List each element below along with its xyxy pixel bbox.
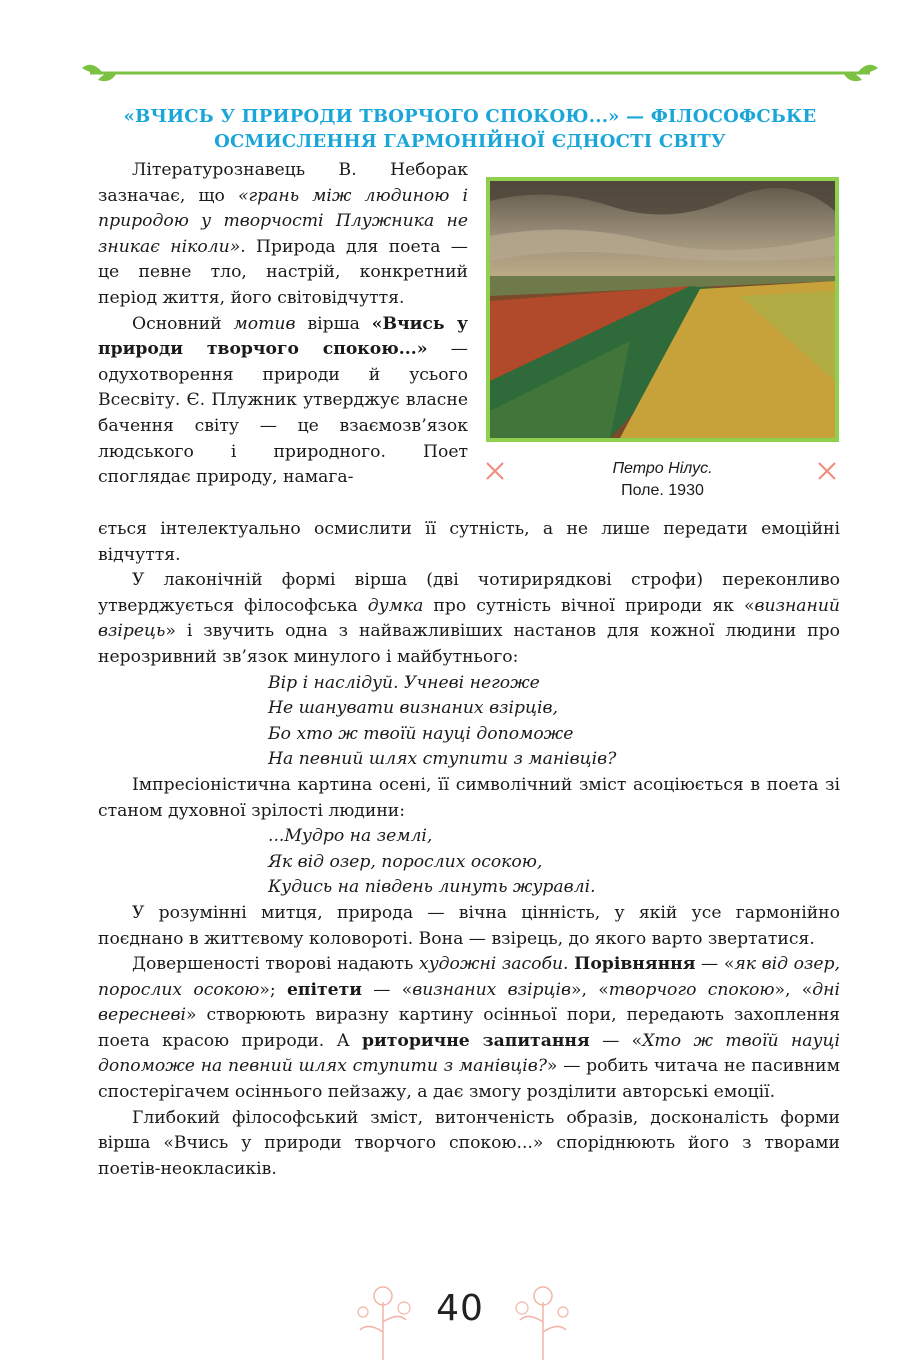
section-title-line1: «ВЧИСЬ У ПРИРОДИ ТВОРЧОГО СПОКОЮ...» — ФІЛОСОФСЬКЕ <box>123 106 817 127</box>
text: » — робить читача не пасивним спостерігачем осіннього пейзажу, а дає змогу розділити авторські емоції. <box>98 1056 841 1103</box>
poem-line: Вір і наслідуй. Учневі негоже <box>268 672 540 693</box>
term-bold: епітети <box>286 979 363 1000</box>
caption-author: Петро Нілус. <box>612 460 713 477</box>
text: Літературознавець В. Неборак зазначає, що <box>98 160 468 206</box>
painting-field <box>486 177 839 442</box>
term: художні засоби <box>419 954 564 975</box>
text: Довершеності творові надають <box>132 954 419 975</box>
poem-stanza-1 <box>98 671 840 773</box>
poem-line: Бо хто ж твоїй науці допоможе <box>268 723 574 744</box>
text: . <box>563 954 575 975</box>
text: вірша <box>295 313 372 334</box>
text: »; <box>259 979 287 1000</box>
paragraph-impression: Імпресіоністична картина осені, її символічний зміст асоціюється в поета зі станом духовної зрілості людини: <box>98 774 840 821</box>
paragraph-nature: У розумінні митця, природа — вічна цінність, у якій усе гармонійно поєднано в життєвому коловороті. Вона — взірець, до якого варто звертатися. <box>98 902 840 949</box>
poem-line: ...Мудро на землі, <box>268 826 433 847</box>
paragraph-motif-continued <box>98 517 840 568</box>
paragraph-motif <box>98 312 468 491</box>
quote: Хто ж твоїй науці допоможе на певний шлях ступити з манівців? <box>98 1030 840 1077</box>
painting-image <box>490 181 835 438</box>
quote: визнаних взірців <box>412 979 571 1000</box>
text: ється інтелектуально осмислити її сутність, а не лише передати емоційні відчуття. <box>98 519 840 565</box>
term: мотив <box>233 313 296 334</box>
text: У лаконічній формі вірша (дві чотирирядкові строфи) переконливо утверджується філософська <box>98 570 840 616</box>
quote: як від озер, порослих осокою <box>98 954 840 1000</box>
text: », « <box>570 979 609 1000</box>
text: — « <box>362 979 413 1000</box>
flower-decoration-icon <box>508 1272 578 1360</box>
text: — « <box>695 954 735 975</box>
caption-title: Поле. 1930 <box>621 482 704 499</box>
paragraph-neborak <box>98 158 468 312</box>
main-text <box>98 517 840 1182</box>
cross-mark-icon <box>484 460 506 482</box>
page-number: 40 <box>436 1288 484 1329</box>
term: думка <box>367 595 424 616</box>
term-bold: Порівняння <box>574 954 696 975</box>
flower-decoration-icon <box>348 1272 418 1360</box>
poem-stanza-2 <box>98 824 840 901</box>
text: » і звучить одна з найважливіших настанов для кожної людини про нерозривний зв’язок минулого і майбутнього: <box>98 621 840 667</box>
term-bold: риторичне запитання <box>361 1030 590 1051</box>
text: » створюють виразну картину осінньої пори, передають захоплення поета красою природи. А <box>98 1005 840 1051</box>
decorative-rule <box>80 58 880 88</box>
quote: дні вересневі <box>98 979 840 1026</box>
cross-mark-icon <box>816 460 838 482</box>
paragraph-form <box>98 568 840 670</box>
poem-line: Не шанувати визнаних взірців, <box>268 698 558 719</box>
text: про сутність вічної природи як « <box>423 595 755 616</box>
text: Основний <box>132 313 234 334</box>
paragraph-conclusion: Глибокий філософський зміст, витонченість образів, досконалість форми вірша «Вчись у природи творчого спокою...» споріднюють його з творами поетів-неокласиків. <box>98 1107 840 1179</box>
intro-column <box>98 158 468 491</box>
poem-line: На певний шлях ступити з манівців? <box>268 749 617 770</box>
section-title <box>80 104 860 154</box>
text: . Природа для поета — це певне тло, настрій, конкретний період життя, його світовідчуття. <box>98 236 468 308</box>
quote: «грань між людиною і природою у творчості Плужника не зникає ніколи» <box>98 185 468 257</box>
text: — « <box>589 1030 643 1051</box>
quote: творчого спокою <box>608 979 775 1000</box>
poem-title: «Вчись у природи творчого спокою...» <box>98 313 468 360</box>
poem-line: Кудись на південь линуть журавлі. <box>268 877 596 898</box>
text: — одухотворення природи й усього Всесвіту. Є. Плужник утверджує власне бачення світу — це взаємозв’язок людського і природного. Поет споглядає природу, намага- <box>98 339 468 488</box>
section-title-line2: ОСМИСЛЕННЯ ГАРМОНІЙНОЇ ЄДНОСТІ СВІТУ <box>214 131 726 152</box>
text: », « <box>774 979 813 1000</box>
figure-caption <box>520 458 805 502</box>
paragraph-means <box>98 952 840 1106</box>
poem-line: Як від озер, порослих осокою, <box>268 851 543 872</box>
quote: визнаний взірець <box>98 595 840 642</box>
